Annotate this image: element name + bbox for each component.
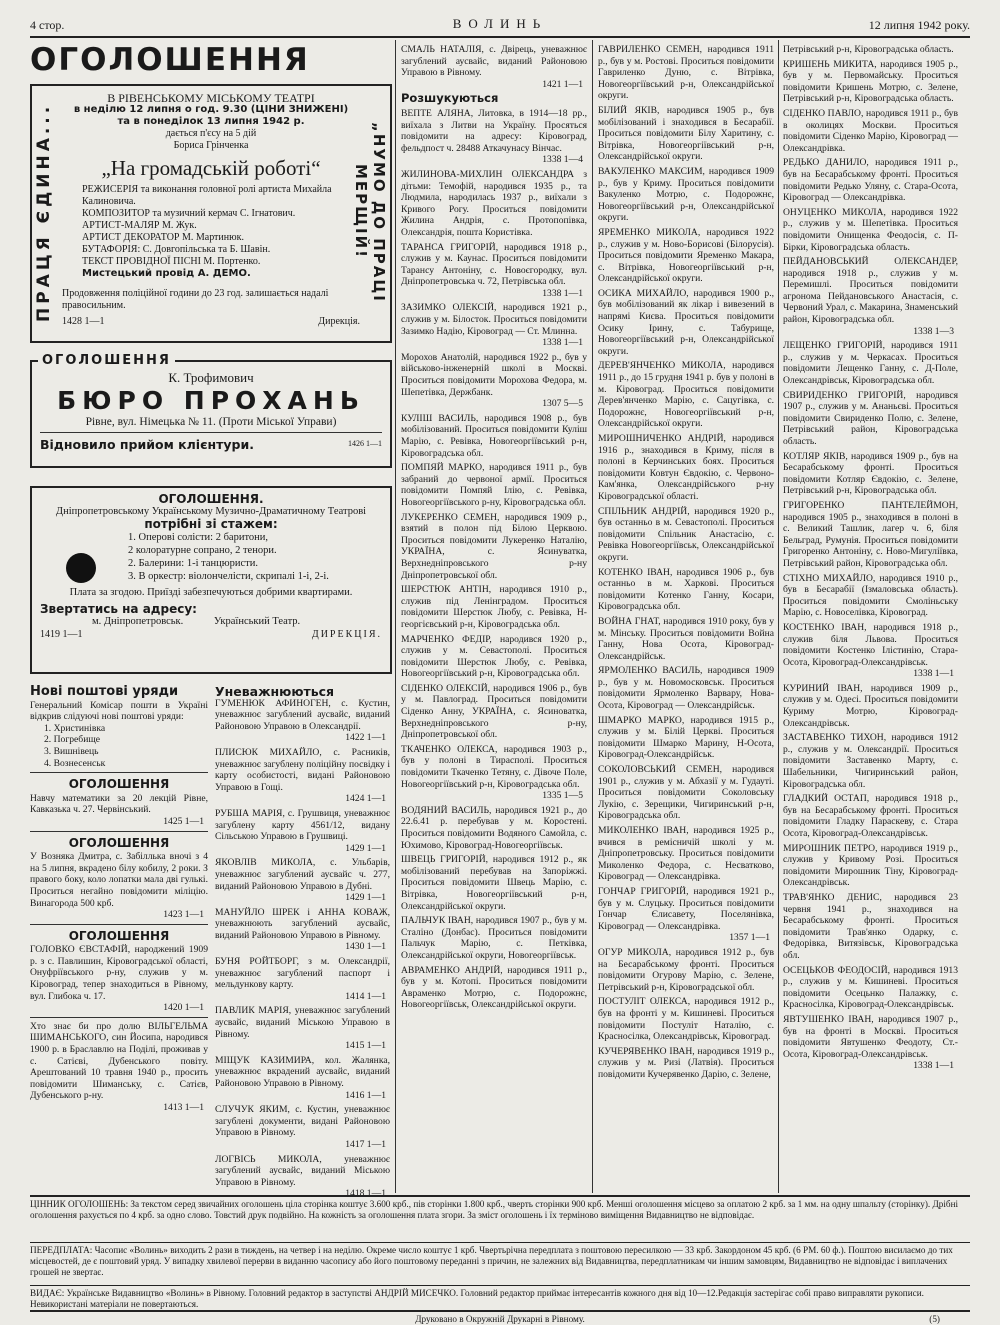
item-text: ОНУЦЕНКО МИКОЛА, народився 1922 р., служив у м. Шепетівка. Проситься повідомити Онищенка Феодосія, с. П-Бірки, Кіровоградська область.: [783, 206, 958, 253]
item-ref: 1414 1—1: [345, 990, 386, 1002]
column-search-3: [783, 44, 958, 1189]
header-rule: [30, 36, 970, 38]
theatre-line2: в неділю 12 липня о год. 9.30 (ЦІНИ ЗНИЖЕНІ): [73, 104, 349, 115]
list-item: [215, 956, 390, 1002]
item-text: ГУМЕНЮК АФИНОГЕН, с. Кустин, уневажнює загублений аусвайс, виданий Районовою Управою в Олександрії.: [215, 697, 390, 732]
list-item: [783, 500, 958, 570]
list-item: [783, 965, 958, 1011]
item-text: ЗАЗИМКО ОЛЕКСІЙ, народився 1921 р., служив у м. Білосток. Проситься повідомити Зазимко Надію, Кіровоград — Ст. Млинна.: [401, 302, 587, 337]
vacancy: 1. Оперові солісти: 2 баритони,: [128, 532, 269, 543]
list-item: [215, 857, 390, 903]
theatre-ad: [30, 84, 392, 343]
item-text: СІДЕНКО ОЛЕКСІЙ, народився 1906 р., був у м. Павлоград. Проситься повідомити Сіденко Анну, УКРАЇНА, с. Ясиноватка, Верхнедніпровського р-ну, Дніпропетровської обл.: [401, 682, 587, 741]
item-text: ТКАЧЕНКО ОЛЕКСА, народився 1903 р., був у полоні в Тирасполі. Проситься повідомити Ткаченко Тетяну, с. Дівоче Поле, Новогеоргіївський р-н, Кіровоградська обл.: [401, 743, 587, 790]
item-text: СМАЛЬ НАТАЛІЯ, с. Двірець, уневажнює загублений аусвайс, виданий Районовою Управою в Рівному.: [401, 44, 587, 79]
item-text: ШВЕЦЬ ГРИГОРІЙ, народився 1912 р., як мобілізований перебував на Запоріжжі. Проситься повідомити Швець Марію, с. Вітрівка, Новогеоргіївський р-н, Олександрійської округи.: [401, 854, 587, 912]
list-item: [783, 843, 958, 889]
page-title: ОГОЛОШЕННЯ: [30, 42, 310, 78]
bureau-footer: [40, 432, 382, 452]
left-slogan: ПРАЦЯ ЄДИНА...: [34, 102, 54, 322]
list-item: [598, 947, 774, 993]
item-ref: 1338 1—1: [542, 337, 583, 349]
list-item: [783, 207, 958, 253]
credit-line: РЕЖИСЕРІЯ та виконання головної ролі артиста Михайла Калиновича.: [82, 184, 332, 207]
bureau-owner: К. Трофимович: [168, 370, 254, 385]
list-item: [215, 1154, 390, 1200]
list-item: [401, 683, 587, 741]
credit-line: АРТИСТ ДЕКОРАТОР М. Мартинюк.: [82, 232, 244, 243]
list-item: [598, 567, 774, 613]
item-text: МАРЧЕНКО ФЕДІР, народився 1920 р., служив у м. Севастополі. Проситься повідомити Шерстюк Любу, с. Ревівка, Новогеоргіївський р-н, Кіровоградська обл.: [401, 633, 587, 680]
list-item: [598, 715, 774, 761]
list-item: [401, 108, 587, 166]
ad-text: У Возняка Дмитра, с. Забіллька вночі з 4 на 5 липня, вкрадено білу кобилу, 2 роки. З правого боку, коло лопатки мала дві гулькі. Проситься негайно повідомити міліцію. Винагорода 500 крб.: [30, 851, 208, 909]
list-item: [598, 825, 774, 883]
item-text: ПАЛЬЧУК ІВАН, народився 1907 р., був у м. Сталіно (Донбас). Проситься повідомити Пальчук Марію, с. Петківка, Олександрійської округи, Новогеоргіївськ.: [401, 915, 587, 961]
item-text: СІДЕНКО ПАВЛО, народився 1911 р., був в околицях Москви. Проситься повідомити Сіденко Марію, Кіровоград — Олександрівка.: [783, 107, 958, 154]
item-text: РЕДЬКО ДАНИЛО, народився 1911 р., був на Бесарабському фронті. Проситься повідомити Редько Уляну, с. Стара-Осота, Кіровоград — Олександрівка.: [783, 157, 958, 204]
item-text: СВИРИДЕНКО ГРИГОРІЙ, народився 1907 р., служив у м. Ананьєві. Проситься повідомити Свириденко Полю, с. Зелене, Петрівський район, Кіровоградська область.: [783, 389, 958, 447]
column-divider: [592, 40, 593, 1193]
list-item: [598, 764, 774, 822]
list-item: [783, 108, 958, 154]
ad-sign: Дирекція.: [318, 316, 360, 327]
post-office: 3. Вишнівець: [44, 745, 99, 757]
item-text: СЛУЧУК ЯКИМ, с. Кустин, уневажнює загублені документи, видані Районовою Управою в Рівному.: [215, 1104, 390, 1139]
item-text: СТІХНО МИХАЙЛО, народився 1910 р., був в Бесарабії (Ізмаловська область). Проситься повідомити Смоліньську Марію, с. Новоселівка, Кіровоград.: [783, 572, 958, 619]
item-text: ВАКУЛЕНКО МАКСИМ, народився 1909 р., був у Криму. Проситься повідомити Вакуленко Мотрю, с. Подорожнє, Новогеоргіївський р-н, Олександрійської округи.: [598, 165, 774, 224]
list-item: [598, 360, 774, 430]
issue-date: 12 липня 1942 року.: [868, 18, 970, 32]
bureau-ad: [30, 353, 392, 468]
section-title-wanted: Розшукуються: [401, 91, 499, 106]
ad-text: ГОЛОВКО ЄВСТАФІЙ, народжений 1909 р. з с. Павлишин, Кіровоградської області, Онуфріївського р-ну, служив у м. Кіровоград, тепер знаходиться в Рівному, вул. Глибока ч. 17.: [30, 944, 208, 1002]
list-item: [783, 256, 958, 337]
footer-mark: (5): [929, 1314, 940, 1324]
item-text: ДЕРЕВ'ЯНЧЕНКО МИКОЛА, народився 1911 р., до 15 грудня 1941 р. був у полоні в м. Кіровоград. Проситься повідомити Дерев'янченко Марію, с. Сацугівка, с. Подорожнє, Новогеоргіївський р-н, Олександрійської округи.: [598, 360, 774, 430]
post-office: 1. Христинівка: [44, 722, 106, 734]
item-ref: 1335 1—5: [542, 790, 583, 802]
item-text: ТРАВ'ЯНКО ДЕНИС, народився 23 червня 1941 р., знаходився на Бесарабському фронті. Проситься повідомити Трав'янко Одарку, с. Федорівка, Витязівськ, Кіровоградська обл.: [783, 891, 958, 961]
item-text: ШМАРКО МАРКО, народився 1915 р., служив у м. Білій Церкві. Проситься повідомити Шмарко Марину, Н-Осота, Кіровоград-Олександрійськ.: [598, 714, 774, 761]
list-item: [783, 793, 958, 839]
item-text: ЗАСТАВЕНКО ТИХОН, народився 1912 р., служив у м. Олександрії. Проситься повідомити Заставенко Марту, с. Шабельники, Чигиринський район, Кіровоградська обл.: [783, 732, 958, 790]
post-list: [30, 723, 208, 769]
divider: [30, 1017, 208, 1018]
item-text: БІЛИЙ ЯКІВ, народився 1905 р., був мобілізований і знаходився в Бесарабії. Проситься повідомити Білу Харитину, с. Вітрівка, Новогеоргіївський р-н, Олександрійської округи.: [598, 104, 774, 163]
list-item: [783, 683, 958, 729]
list-item: [598, 616, 774, 662]
list-item: [401, 965, 587, 1011]
list-item: [783, 59, 958, 105]
item-text: ЛУКЕРЕНКО СЕМЕН, народився 1909 р., взятий в полон під Білою Церквою. Проситься повідомити Лукеренко Наталію, УКРАЇНА, с. Ясинуватка, Верхнедніпровського р-ну Дніпропетровської обл.: [401, 511, 587, 581]
credit-line: Мистецький провід А. ДЕМО.: [82, 268, 251, 279]
dnipro-label: ОГОЛОШЕННЯ.: [158, 492, 264, 506]
ad-ref: 1425 1—1: [163, 815, 204, 827]
wanted-list: [783, 44, 958, 1072]
item-text: ПОМПЯЙ МАРКО, народився 1911 р., був забраний до червоної армії. Проситься повідомити Помпяй Ілію, с. Ревівка, Новогеоргіївського р-ну, Кіровоградська обл.: [401, 462, 587, 508]
ad-text: Навчу математики за 20 лекцій Рівне, Кавказька ч. 27. Червінський.: [30, 792, 208, 816]
item-text: КУРИНИЙ ІВАН, народився 1909 р., служив у м. Одесі. Проситься повідомити Куриму Мотрю, Кіровоград-Олександрівськ.: [783, 682, 958, 729]
item-text: ШЕРСТЮК АНТІН, народився 1910 р., служив під Ленінградом. Проситься повідомити Шерстюк Любу, с. Ревівка, Н-георгієвський р-н, Кіровоградська обл.: [401, 584, 587, 630]
dnipro-line1: Дніпропетровському Українському Музично-Драматичному Театрові: [55, 506, 367, 517]
list-item: [783, 892, 958, 962]
list-item: [598, 288, 774, 358]
item-text: ОСИКА МИХАЙЛО, народився 1900 р., був мобілізований як лікар і вивезений в напрямі Києва. Проситься повідомити Осику Ірину, с. Табурище, Новогеоргіївський р-н, Олександрійської округи.: [598, 287, 774, 357]
item-ref: 1417 1—1: [345, 1138, 386, 1150]
credit-line: КОМПОЗИТОР та музичний кермач С. Ігнатович.: [82, 208, 296, 219]
theatre-line4: дається п'єсу на 5 дій: [165, 128, 257, 139]
ad-ref: 1420 1—1: [163, 1002, 204, 1014]
item-ref: 1421 1—1: [542, 78, 583, 90]
ad-title: ОГОЛОШЕННЯ: [68, 835, 170, 850]
list-item: [215, 808, 390, 854]
ad-ref: 1428 1—1: [62, 316, 105, 327]
dnipro-address: [32, 616, 390, 627]
credit-line: БУТАФОРІЯ: С. Довгопільська та Б. Шавін.: [82, 244, 271, 255]
footer-publisher: ВИДАЄ: Українське Видавництво «Волинь» в Рівному. Головний редактор в заступстві АНДРІЙ МИСЕЧКО. Головний редактор приймає інтересантів кожного дня від 10—12.Редакція застерігає собі право виправляти рукописи. Невикористані матеріали не повертаються.: [30, 1285, 970, 1310]
item-ref: 1307 5—5: [542, 398, 583, 410]
footer-subscription: ПЕРЕДПЛАТА: Часопис «Волинь» виходить 2 рази в тиждень, на четвер і на неділю. Окреме число коштує 1 крб. Чвертьрічна передплата з поштовою пересилкою — 33 крб. Закордоном 45 крб. (6 РМ. 60 ф.). Поштою висилаємо до тих місцевостей, де є поштовий уряд. У випадку хвилевої перерви в виданню часопису або його поштовому переданні з причин, не залежних від Видавництва, передплатникам чи іншим замовцям, Видавництво не відповідає і виплачених грошей не звертає.: [30, 1242, 970, 1278]
item-text: ПЛИСЮК МИХАЙЛО, с. Расників, уневажнює загублену поліційну посвідку і карту особистості, видані Районовою Управою в Гощі.: [215, 746, 390, 793]
item-text: МИРОШНИК ПЕТРО, народився 1919 р., служив у Кривому Розі. Проситься повідомити Мирошник Тіну, Кіровоград-Олександрівськ.: [783, 842, 958, 889]
list-item: [783, 44, 958, 56]
list-item: [401, 413, 587, 459]
item-ref: 1418 1—1: [345, 1188, 386, 1200]
item-text: ЛЕЩЕНКО ГРИГОРІЙ, народився 1911 р., служив у м. Черкасах. Проситься повідомити Лещенко Ганну, с. Д-Поле, Олександрівськ, Кіровоградська обл.: [783, 340, 958, 387]
item-ref: 1415 1—1: [345, 1040, 386, 1052]
dnipro-contact: Звертатись на адресу:: [40, 602, 197, 616]
theatre-content: [62, 92, 360, 328]
item-text: БУНЯ РОЙТБОРГ, з м. Олександрії, уневажнює загублений паспорт і мельдункову карту.: [215, 956, 390, 991]
item-text: ПЕЙДАНОВСЬКИЙ ОЛЕКСАНДЕР, народився 1918 р., служив у м. Перемишлі. Проситься повідомити агронома Пейдановського Анастасія, с. Червоний Урал, с. Макарина, Знаменський район, Кіровоградська обл.: [783, 256, 958, 326]
list-item: [783, 622, 958, 680]
item-text: КОТЛЯР ЯКІВ, народився 1909 р., був на Бесарабському фронті. Проситься повідомити Котляр Євдокію, с. Зелене, Петрівський р-н, Кіровоградська обл.: [783, 450, 958, 497]
list-item: [401, 242, 587, 300]
column-search-1: [401, 44, 587, 1189]
wanted-list: [401, 108, 587, 1011]
footer-printer-line: [30, 1310, 970, 1325]
item-ref: 1422 1—1: [345, 732, 386, 744]
ad-text: Хто знає би про долю ВІЛЬГЕЛЬМА ШИМАНСЬКОГО, син Йосипа, народився 1900 р. в Браславлю на Поділі, проживав у с. Сатієві, Дубенського повіту. Арештований 10 травня 1940 р., просить повідомити Шиманську, с. Сатієв, Дубенського р-ну.: [30, 1020, 208, 1102]
page-header: [30, 14, 970, 34]
ad-ref: 1426 1—1: [348, 439, 382, 448]
list-item: [598, 166, 774, 224]
list-item: [401, 854, 587, 912]
column-post-ads: [30, 686, 208, 1186]
item-text: ВОДЯНИЙ ВАСИЛЬ, народився 1921 р., до 22.6.41 р. перебував у м. Коростені. Проситься повідомити Водяного Самойла, с. Юхимово, Кіровоград-Новогеоргіївськ.: [401, 804, 587, 851]
list-item: [598, 433, 774, 503]
item-ref: 1357 1—1: [729, 932, 770, 944]
list-item: [401, 302, 587, 348]
credit-line: ТЕКСТ ПРОВІДНОЇ ПІСНІ М. Портенко.: [82, 256, 261, 267]
theatre-line3: та в понеділок 13 липня 1942 р.: [117, 116, 305, 127]
dnipro-footer: [40, 629, 382, 641]
list-item: [401, 352, 587, 410]
list-item: [783, 390, 958, 448]
list-item: [598, 506, 774, 564]
column-divider: [778, 40, 779, 1193]
item-text: МИРОШНИЧЕНКО АНДРІЙ, народився 1916 р., знаходився в Криму, після в полоні в Керчинських боях. Проситься повідомити Ковтун Євдокію, с. Червоно-Кам'янка, Олександрійського р-ну Кіровоградської області.: [598, 433, 774, 502]
list-item: [401, 462, 587, 508]
column-invalidations: [215, 684, 390, 1200]
play-title: „На громадській роботі“: [101, 156, 321, 180]
theatre-footer: [62, 316, 360, 328]
item-text: ГОНЧАР ГРИГОРІЙ, народився 1921 р., був у м. Слуцьку. Проситься повідомити Гончар Єлисавету, Поселянівка, Кіровоград — Олександрівка.: [598, 885, 774, 932]
list-item: [401, 169, 587, 239]
item-text: ЯВТУШЕНКО ІВАН, народився 1907 р., був на фронті в Москві. Проситься повідомити Явтушенко Феодоту, Ст.-Осота, Кіровоград-Олександрівськ.: [783, 1013, 958, 1060]
list-item: [598, 665, 774, 711]
vacancy: 2 колоратурне сопрано, 2 тенори.: [128, 545, 277, 556]
list-item: [215, 1104, 390, 1150]
list-item: [215, 1005, 390, 1051]
item-text: Петрівський р-н, Кіровоградська область.: [783, 44, 954, 55]
list-item: [598, 996, 774, 1042]
bureau-tagline: Відновило прийом клієнтури.: [40, 437, 254, 452]
item-text: ЯРМОЛЕНКО ВАСИЛЬ, народився 1909 р., був у м. Новомосковськ. Проситься повідомити Ярмоленко Варвару, Нова-Осота, Кіровоград — Олександрійськ.: [598, 665, 774, 712]
divider: [30, 772, 208, 773]
list-item: [401, 915, 587, 961]
dnipro-pay: Плата за згодою. Приїзді забезпечуються добрими квартирами.: [69, 587, 353, 598]
theatre-line5: Бориса Грінченка: [173, 140, 249, 151]
ad-title: ОГОЛОШЕННЯ: [68, 777, 170, 792]
list-item: [215, 747, 390, 805]
list-item: [598, 227, 774, 285]
list-item: [783, 340, 958, 386]
item-text: ЖИЛИНОВА-МИХЛИН ОЛЕКСАНДРА з дітьми: Темофій, народився 1935 р., та Людмила, народилась 1937 р., виїхали з Кривого Рогу. Проситься повідомити Жилина Андрія, с. Протопопівка, Олександрія, пошта Користівка.: [401, 168, 587, 238]
right-slogan: „НУМО ДО ПРАЦІ МЕРЩІЙ!: [352, 121, 388, 303]
item-ref: 1429 1—1: [345, 892, 386, 904]
theatre-line1: В РІВЕНСЬКОМУ МІСЬКОМУ ТЕАТРІ: [107, 91, 315, 105]
vacancy: 3. В оркестр: віолончелісти, скрипалі 1-і, 2-і.: [128, 571, 329, 582]
invalidations-title: Уневажнюються: [215, 684, 335, 699]
divider: [30, 831, 208, 832]
item-ref: 1429 1—1: [345, 842, 386, 854]
list-item: [401, 805, 587, 851]
item-text: ГЛАДКИЙ ОСТАП, народився 1918 р., був на Бесарабському фронті. Проситься повідомити Гладку Параскеву, с. Стара Осота, Кіровоград-Олександрівськ.: [783, 793, 958, 839]
credit-line: АРТИСТ-МАЛЯР М. Жук.: [82, 220, 197, 231]
item-text: КОТЕНКО ІВАН, народився 1906 р., був останньо в м. Харкові. Проситься повідомити Котенко Ганну, Косари, Кіровоградська обл.: [598, 566, 774, 613]
divider: [30, 924, 208, 925]
list-item: [783, 573, 958, 619]
item-text: ТАРАНСА ГРИГОРІЙ, народився 1918 р., служив у м. Каунас. Проситься повідомити Тарансу Антоніну, с. Новоєгородку, вул. Дніпропетровська ч. 72, Петрівська обл.: [401, 241, 587, 288]
item-text: ПОСТУЛІТ ОЛЕКСА, народився 1912 р., був на фронті у м. Кишиневі. Проситься повідомити Постуліт Наталію, с. Красносілка, Олександрівськ, Кіровоград.: [598, 996, 774, 1043]
list-item: [215, 698, 390, 744]
item-text: ГРИГОРЕНКО ПАНТЕЛЕЙМОН, народився 1905 р., знаходився в полоні в с. Великий Ташлик, лагер ч. 6, біля Бельград, Румунія. Проситься повідомити Григоренко Антоніну, с. Ново-Мигуліївка, Петрівський район, Кіровоградська обл.: [783, 499, 958, 569]
vacancy: 2. Балерини: 1-і танцюристи.: [128, 558, 258, 569]
ad-ref: 1419 1—1: [40, 629, 83, 640]
item-text: ВЕПТЕ АЛЯНА, Литовка, в 1914—18 рр., виїхала з Литви на Україну. Просяться повідомити на адресу: Кіровоград, фельдпост ч. 28488 Аткачунасу Вінчас.: [401, 107, 587, 154]
footer-printer: Друковано в Окружній Друкарні в Рівному.: [415, 1314, 585, 1324]
item-text: ГАВРИЛЕНКО СЕМЕН, народився 1911 р., був у м. Ростові. Проситься повідомити Гавриленко Дуню, с. Вітрівка, Новогеоргіївський р-н, Олександрійської округи.: [598, 44, 774, 102]
item-text: МАНУЙЛО ШРЕК і АННА КОВАЖ, уневажнюють загублений аусвайс, виданий Районовою Управою в Рівному.: [215, 906, 390, 941]
dnipro-city: м. Дніпропетровськ.: [92, 616, 184, 627]
dnipro-theatre: Український Театр.: [213, 616, 301, 627]
dnipro-line2: потрібні зі стажем:: [144, 517, 278, 531]
item-ref: 1338 1—1: [913, 1060, 954, 1072]
post-office: 4. Вознесенськ: [44, 757, 106, 769]
list-item: [783, 1014, 958, 1072]
list-item: [783, 732, 958, 790]
item-text: ПАВЛИК МАРІЯ, уневажнює загублений аусвайс, виданий Міською Управою в Рівному.: [215, 1005, 390, 1040]
wanted-list: [598, 44, 774, 1080]
item-text: МІЩУК КАЗИМИРА, кол. Жалянка, уневажнює вкрадений аусвайс, виданий Районовою Управою в Рівному.: [215, 1054, 390, 1089]
item-text: ЯРЕМЕНКО МИКОЛА, народився 1922 р., служив у м. Ново-Борисові (Білорусія). Проситься повідомити Яременко Макара, с. Вітрівка, Новогеоргіївський р-н, Олександрійської округи.: [598, 226, 774, 285]
theatre-credits: [62, 184, 360, 280]
theatre-note: Продовження поліційної години до 23 год. залишається надалі правосильним.: [62, 288, 329, 311]
bullet-dot: [66, 553, 96, 583]
item-text: АВРАМЕНКО АНДРІЙ, народився 1911 р., був у м. Котопі. Проситься повідомити Авраменко Мотрю, с. Подорожнє, Новогеоргіївськ, Олександрійської округи.: [401, 964, 587, 1011]
list-item: [215, 907, 390, 953]
item-text: ВОЙНА ГНАТ, народився 1910 року, був у м. Мінську. Проситься повідомити Война Ганну, Нова Осота, Кіровоград-Олександрійськ.: [598, 615, 774, 662]
item-text: КРИШЕНЬ МИКИТА, народився 1905 р., був у м. Первомайську. Проситься повідомити Кришень Мотрю, с. Зелене, Петрівський р-н, Кіровоградська область.: [783, 58, 958, 105]
item-text: ОГУР МИКОЛА, народився 1912 р., був на Бесарабському фронті. Проситься повідомити Огурову Марію, с. Зелене, Петрівський р-н, Кіровоградської обл.: [598, 946, 774, 993]
bureau-address: Рівне, вул. Німецька № 11. (Проти Міської Управи): [85, 416, 337, 428]
item-ref: 1424 1—1: [345, 793, 386, 805]
list-item: [401, 584, 587, 630]
item-text: ЯКОВЛІВ МИКОЛА, с. Ульбарів, уневажнює загублений аусвайс ч. 277, виданий Районовою Управою в Дубні.: [215, 857, 390, 892]
list-item: [215, 1055, 390, 1101]
post-title: Нові поштові уряди: [30, 684, 179, 699]
item-text: МИКОЛЕНКО ІВАН, народився 1925 р., вчився в ремісничій школі у м. Дніпропетровську. Проситься повідомити Миколенко Федора, с. Несватково, Кіровоград — Олександрівка.: [598, 825, 774, 883]
item-ref: 1338 1—1: [913, 668, 954, 680]
list-item: [401, 634, 587, 680]
newspaper-name: ВОЛИНЬ: [452, 16, 548, 31]
bureau-label: ОГОЛОШЕННЯ: [38, 353, 175, 368]
list-item: [401, 744, 587, 802]
item-ref: 1430 1—1: [345, 941, 386, 953]
item-text: РУБША МАРІЯ, с. Грушвиця, уневажнює загублену карту 4561/12, видану Сільською Управою в Грушвиці.: [215, 807, 390, 843]
ad-ref: 1423 1—1: [163, 909, 204, 921]
page-number: 4 стор.: [30, 18, 65, 32]
footer-prices: ЦІННИК ОГОЛОШЕНЬ: За текстом серед звичайних оголошень ціла сторінка коштує 3.600 крб., пів сторінки 1.800 крб., чверть сторінки 900 крб. Менші оголошення місцево за оплатою 2 крб. за 1 мм. на одну шпальту (сторінку). Дрібні оголошення рахується по 4 крб. за одно слово. Товстий друк подвійно. На кожність за оголошення плата згори. За зміст оголошень і їх терміново виміщення Видавництво не відповідає.: [30, 1195, 970, 1221]
item-text: Морохов Анатолій, народився 1922 р., був у військово-інженерній школі в Москві. Проситься повідомити Морохова Федора, м. Шепетівка, Держбанк.: [401, 351, 587, 398]
item-text: КОСТЕНКО ІВАН, народився 1918 р., служив біля Львова. Проситься повідомити Костенко Ілістинію, Стара-Осота, Кіровоград-Олександрівськ.: [783, 621, 958, 668]
item-text: СПІЛЬНИК АНДРІЙ, народився 1920 р., був останньо в м. Севастополі. Проситься повідомити Спільник Анастасію, с. Ревівка Новогеоргіївськ, Олександрійської округи.: [598, 505, 774, 563]
item-text: КУЛІШ ВАСИЛЬ, народився 1908 р., був мобілізований. Проситься повідомити Куліш Марію, с. Ревівка, Новогеоргіївський р-н, Кіровоградська обл.: [401, 412, 587, 459]
ad-title: ОГОЛОШЕННЯ: [68, 928, 170, 943]
item-text: КУЧЕРЯВЕНКО ІВАН, народився 1919 р., служив у м. Ризі (Латвія). Проситься повідомити Кучерявенко Дарію, с. Зелене,: [598, 1045, 774, 1080]
list-item: [598, 1046, 774, 1081]
item-text: ЛОГВІСЬ МИКОЛА, уневажнює загублений аусвайс, виданий Міською Управою в Рівному.: [215, 1153, 390, 1188]
item-ref: 1416 1—1: [345, 1089, 386, 1101]
post-text: Генеральний Комісар пошти в Україні відкрив слідуючі нові поштові уряди:: [30, 699, 208, 723]
item-ref: 1338 1—1: [542, 287, 583, 299]
item-text: СОКОЛОВСЬКИЙ СЕМЕН, народився 1901 р., служив у м. Абхазії у м. Гудауті. Проситься повідомити Соколовську Лукію, с. Зерещики, Чигиринський р-н, Кіровоградська обл.: [598, 764, 774, 822]
list-item: [401, 512, 587, 582]
post-office: 2. Погребище: [44, 734, 100, 746]
list-item: [783, 451, 958, 497]
ad-ref: 1413 1—1: [163, 1102, 204, 1113]
list-item: [598, 105, 774, 163]
list-item: [783, 157, 958, 203]
list-item: [598, 44, 774, 102]
item-text: ОСЕЦЬКОВ ФЕОДОСІЙ, народився 1913 р., служив у м. Кишиневі. Проситься повідомити Осецьнко Палажку, с. Красносілка, Кіровоград-Олександрівськ.: [783, 964, 958, 1011]
bureau-title: БЮРО ПРОХАНЬ: [57, 386, 365, 415]
column-divider: [395, 40, 396, 1193]
ad-sign: ДИРЕКЦІЯ.: [311, 629, 382, 640]
item-ref: 1338 1—4: [542, 154, 583, 166]
list-item: [598, 886, 774, 944]
column-search-2: [598, 44, 774, 1189]
item-ref: 1338 1—3: [913, 325, 954, 337]
